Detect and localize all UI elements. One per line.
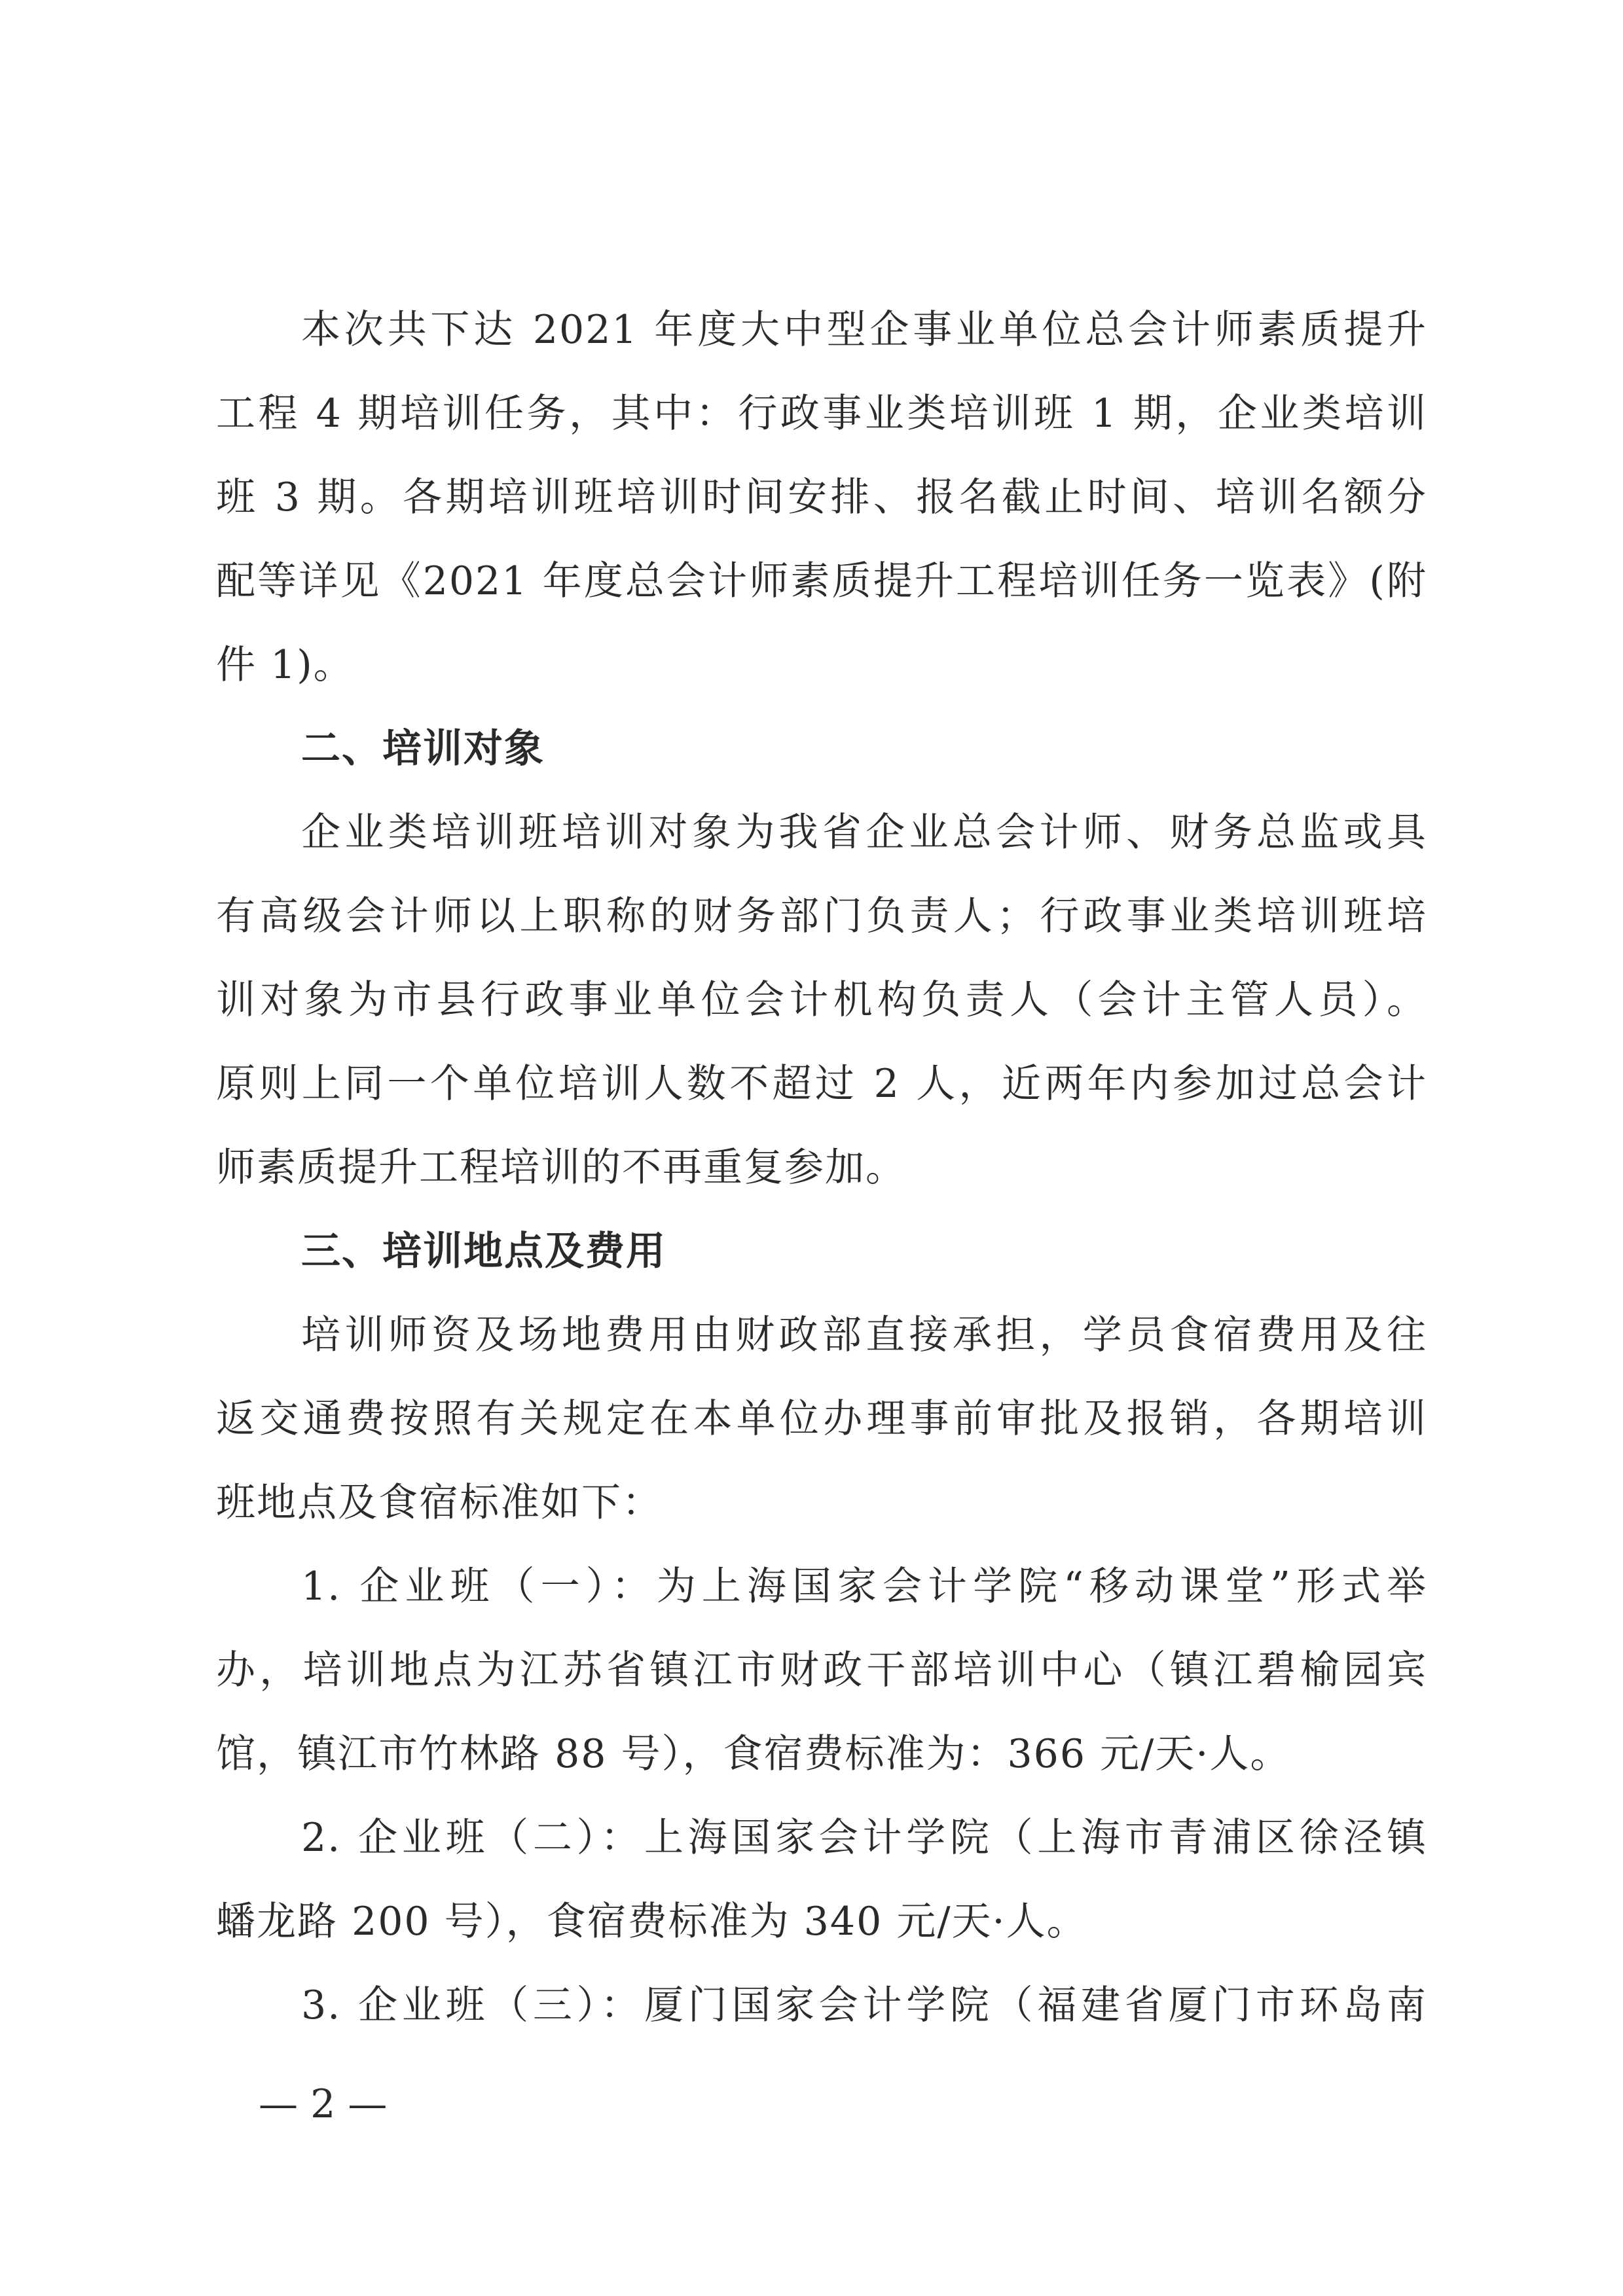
item-1-line-2: 办，培训地点为江苏省镇江市财政干部培训中心（镇江碧榆园宾 [216, 1647, 1427, 1693]
paragraph-3-line-2: 返交通费按照有关规定在本单位办理事前审批及报销，各期培训 [216, 1396, 1427, 1442]
paragraph-2-line-5: 师素质提升工程培训的不再重复参加。 [216, 1145, 906, 1191]
item-3-line-1: 3. 企业班（三）：厦门国家会计学院（福建省厦门市环岛南 [301, 1982, 1427, 2028]
item-1-line-1: 1. 企业班（一）：为上海国家会计学院“移动课堂”形式举 [301, 1564, 1427, 1609]
paragraph-2-line-3: 训对象为市县行政事业单位会计机构负责人（会计主管人员）。 [216, 977, 1427, 1023]
paragraph-2-line-4: 原则上同一个单位培训人数不超过 2 人，近两年内参加过总会计 [216, 1061, 1427, 1107]
paragraph-1-line-5: 件 1)。 [216, 642, 354, 688]
paragraph-1-line-2: 工程 4 期培训任务，其中：行政事业类培训班 1 期，企业类培训 [216, 391, 1427, 437]
paragraph-2-line-2: 有高级会计师以上职称的财务部门负责人；行政事业类培训班培 [216, 893, 1427, 939]
paragraph-2-line-1: 企业类培训班培训对象为我省企业总会计师、财务总监或具 [301, 810, 1427, 855]
section-heading-location-and-fees: 三、培训地点及费用 [301, 1229, 666, 1274]
item-2-line-1: 2. 企业班（二）：上海国家会计学院（上海市青浦区徐泾镇 [301, 1815, 1427, 1861]
paragraph-1-line-3: 班 3 期。各期培训班培训时间安排、报名截止时间、培训名额分 [216, 475, 1427, 520]
item-1-line-3: 馆，镇江市竹林路 88 号），食宿费标准为：366 元/天·人。 [216, 1731, 1291, 1777]
paragraph-1-line-1: 本次共下达 2021 年度大中型企事业单位总会计师素质提升 [301, 307, 1427, 353]
paragraph-3-line-3: 班地点及食宿标准如下： [216, 1480, 663, 1526]
section-heading-training-targets: 二、培训对象 [301, 726, 545, 772]
paragraph-3-line-1: 培训师资及场地费用由财政部直接承担，学员食宿费用及往 [301, 1312, 1427, 1358]
paragraph-1-line-4: 配等详见《2021 年度总会计师素质提升工程培训任务一览表》(附 [216, 558, 1427, 604]
page-number: — 2 — [259, 2081, 388, 2127]
document-body [216, 288, 1427, 2047]
item-2-line-2: 蟠龙路 200 号），食宿费标准为 340 元/天·人。 [216, 1899, 1087, 1945]
